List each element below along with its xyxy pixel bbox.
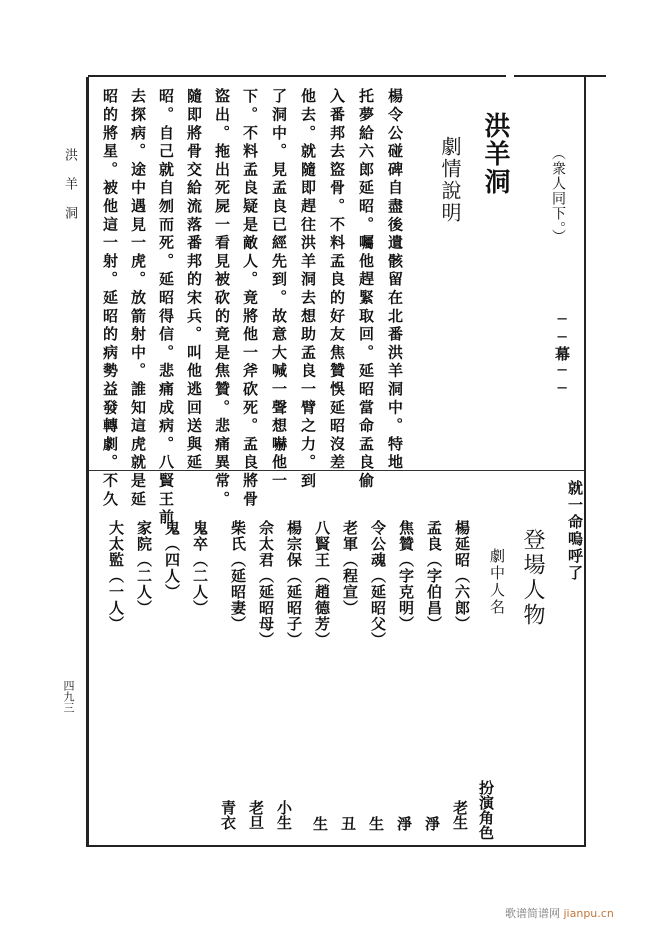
synopsis-line: 他去。就隨即趕往洪羊洞去想助孟良一臂之力。到 [299,88,317,491]
characters-heading: 登場人物 [520,528,545,628]
character-name: 八賢王（趙德芳） [313,520,331,648]
synopsis-line: 下。不料孟良疑是敵人。竟將他一斧砍死。孟良將骨 [241,88,259,509]
character-name: 焦贊（字克明） [397,520,415,632]
character-role: 青衣 [219,800,237,830]
synopsis-line: 入番邦去盜骨。不料孟良的好友焦贊悞延昭沒差 [328,88,346,473]
frame-top-rule-right [514,75,606,77]
synopsis-line: 昭的將星。被他這一射。延昭的病勢益發轉劇。不久 [101,88,119,509]
stage-direction: （衆人同下。） [550,146,566,244]
role-column-heading: 扮演角色 [477,780,495,840]
character-name: 鬼（四人） [163,520,181,600]
page-number: 四九三 [62,680,75,713]
running-title: 洪羊洞 [62,148,77,235]
frame-top-rule [88,75,506,77]
synopsis-line: 昭。自己就自刎而死。延昭得信。悲痛成病。八賢王前 [157,88,175,528]
character-name: 令公魂（延昭父） [369,520,387,648]
frame-left-rule [86,77,89,847]
character-name: 柴氏（延昭妻） [229,520,247,632]
character-name: 楊宗保（延昭子） [285,520,303,648]
character-role: 老生 [451,800,469,830]
character-role: 老旦 [247,800,265,830]
synopsis-line: 隨即將骨交給流落番邦的宋兵。叫他逃回送與延 [185,88,203,473]
character-name: 孟良（字伯昌） [425,520,443,632]
character-role: 生 [367,816,385,831]
frame-right-rule [584,77,586,847]
play-title: 洪羊洞 [480,112,510,196]
character-role: 小生 [275,800,293,830]
character-name: 鬼卒（二人） [191,520,209,616]
synopsis-heading: 劇情說明 [438,136,462,224]
watermark [505,905,614,921]
synopsis-line: 了洞中。見孟良已經先到。故意大喊一聲想嚇他一 [270,88,288,491]
frame-bottom-rule [86,845,586,847]
curtain-mark: ──幕── [553,310,571,397]
synopsis-line: 去探病。途中遇見一虎。放箭射中。誰知這虎就是延 [129,88,147,509]
character-role: 淨 [395,816,413,831]
character-name: 佘太君（延昭母） [257,520,275,648]
character-role: 丑 [339,816,357,831]
watermark-latin: jianpu.cn [563,907,614,920]
character-name: 大太監（一人） [107,520,125,632]
synopsis-line: 盜出。拖出死屍一看見被砍的竟是焦贊。悲痛異常。 [213,88,231,509]
synopsis-line: 托夢給六郎延昭。囑他趕緊取回。延昭當命孟良偷 [357,88,375,491]
character-name: 老軍（程宣） [341,520,359,616]
character-name: 家院（二人） [135,520,153,616]
synopsis-line: 楊令公碰碑自盡後遺骸留在北番洪羊洞中。特地 [386,88,404,473]
name-column-heading: 劇中人名 [488,548,506,616]
character-role: 生 [311,816,329,831]
watermark-cn: 歌谱简谱网 [505,907,560,920]
character-role: 淨 [423,816,441,831]
ending-line: 就一命嗚呼了 [566,480,584,582]
character-name: 楊延昭（六郎） [453,520,471,632]
